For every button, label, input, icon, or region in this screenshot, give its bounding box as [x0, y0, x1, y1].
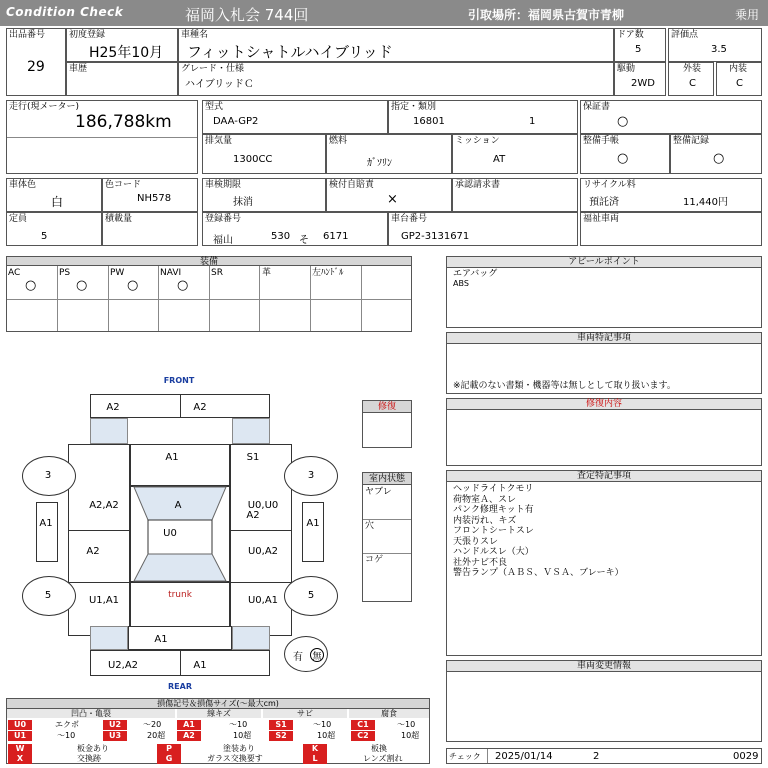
grade: ハイブリッドＣ: [185, 79, 254, 90]
equip-label-leather: 革: [262, 268, 272, 278]
first-registration-label: 初度登録: [69, 30, 106, 40]
inspection-note: フロントシートスレ: [453, 526, 534, 536]
legend-desc: エクボ: [55, 720, 79, 729]
registration-place: 福山: [213, 235, 233, 246]
mark-hood: A1: [165, 452, 179, 463]
left-headlight: [90, 418, 128, 444]
first-registration-cell: [66, 28, 178, 62]
drive: 2WD: [631, 78, 655, 89]
first-registration: H25年10月: [89, 45, 164, 61]
lot-number: 29: [27, 59, 45, 75]
mark-right-quarter: U0,A1: [247, 595, 279, 606]
inspection-note: ハンドルスレ（大）: [453, 547, 534, 557]
right-body-panels: [230, 444, 292, 636]
repair-details: [446, 398, 762, 466]
mileage-label: 走行(現メーター): [9, 102, 80, 112]
mark-right-front-wheel: 3: [307, 470, 315, 481]
right-sill: [302, 502, 324, 562]
appeal-points: [446, 256, 762, 328]
special-note: ※記載のない書類・機器等は無しとして取り扱います。: [453, 381, 676, 391]
legend-desc: 20超: [147, 731, 166, 740]
changes-title: 車両変更情報: [447, 661, 761, 672]
score-cell: [668, 28, 762, 62]
maintenance-book-cell: [580, 134, 670, 174]
legend-code: U0: [8, 720, 32, 730]
legend-desc: 〜10: [397, 720, 416, 729]
inspection-notes-list: [453, 484, 624, 579]
spare-tire-mark: 無: [312, 652, 322, 662]
interior-cell: [716, 62, 762, 96]
model-code-label: 型式: [205, 102, 224, 112]
check-date: 2025/01/14: [495, 751, 553, 762]
sheet-title: Condition Check: [6, 5, 124, 19]
mark-right-sill: A1: [306, 518, 320, 529]
classification-number: 1: [529, 116, 536, 127]
displacement-cell: [202, 134, 326, 174]
insurance: ×: [387, 192, 398, 207]
grade-label: グレード・仕様: [181, 64, 245, 74]
cabin-row-hole: 穴: [365, 521, 375, 531]
maintenance-book-label: 整備手帳: [583, 136, 620, 146]
registration-number-label: 登録番号: [205, 214, 242, 224]
legend-code: U1: [8, 731, 32, 741]
repair-title: 修復: [363, 401, 411, 413]
legend-desc: 塗装あり: [223, 744, 255, 753]
designation-label: 指定・類別: [391, 102, 437, 112]
repair-box: [362, 400, 412, 448]
vehicle-category: 乗用: [735, 8, 760, 22]
mark-roof-front: A: [174, 500, 182, 511]
body-color-label: 車体色: [9, 180, 37, 190]
designation-cell: [388, 100, 578, 134]
load-label: 積載量: [105, 214, 133, 224]
grade-cell: [178, 62, 614, 96]
displacement-label: 排気量: [205, 136, 233, 146]
cabin-row-burn: コゲ: [365, 555, 384, 565]
capacity-cell: [6, 212, 102, 246]
registration-class: 530: [271, 231, 291, 242]
mileage-cell: [6, 100, 198, 174]
model-code-cell: [202, 100, 388, 134]
legend-group-scratch: 線キズ: [177, 709, 261, 718]
legend-desc: 〜20: [143, 720, 162, 729]
legend-desc: 板換: [371, 744, 387, 753]
spare-tire-label: 有: [293, 652, 303, 663]
legend-desc: 10超: [233, 731, 252, 740]
car-diagram: [0, 370, 360, 700]
appeal-line-1: エアバッグ: [453, 269, 498, 279]
equipment-table: [6, 265, 412, 332]
inspection-note: ヘッドライトクモリ: [453, 484, 534, 494]
drive-cell: [614, 62, 666, 96]
legend-desc: 10超: [317, 731, 336, 740]
warranty-label: 保証書: [583, 102, 611, 112]
mark-right-front-door-extra: A2: [246, 510, 260, 521]
model-name-label: 車種名: [181, 30, 209, 40]
front-label: FRONT: [163, 376, 195, 385]
doors-cell: [614, 28, 666, 62]
maintenance-record-cell: [670, 134, 762, 174]
check-count: 2: [593, 751, 600, 762]
equip-value-pw: ○: [127, 278, 139, 293]
rear-label: REAR: [168, 682, 192, 691]
equip-label-navi: NAVI: [160, 268, 182, 278]
appeal-line-2: ABS: [453, 279, 469, 288]
legend-code: G: [157, 754, 181, 764]
inspection-notes: [446, 470, 762, 656]
mark-left-rear-door: A2: [86, 546, 100, 557]
inspection-note: 天張りスレ: [453, 536, 499, 547]
doors-label: ドア数: [617, 30, 644, 40]
equip-label-pw: PW: [110, 268, 125, 278]
registration-kana: そ: [299, 235, 309, 246]
interior-grade: C: [736, 78, 743, 89]
welfare-cell: [580, 212, 762, 246]
legend-code: W: [8, 744, 32, 754]
inspection-expiry: 抹消: [233, 197, 253, 208]
repair-detail-title: 修復内容: [447, 399, 761, 410]
hood-panel: [130, 444, 230, 486]
auction-name: 福岡入札会 744回: [185, 6, 309, 24]
legend-desc: ガラス交換要す: [207, 754, 263, 763]
mark-rear-bumper-left: U2,A2: [107, 660, 139, 671]
insurance-cell: [326, 178, 452, 212]
exterior-cell: [668, 62, 714, 96]
mark-left-rear-wheel: 5: [44, 590, 52, 601]
legend-title: 損傷記号＆損傷サイズ(〜最大cm): [7, 699, 429, 709]
inspection-note: 警告ランプ（ＡＢＳ、ＶＳＡ、ブレーキ）: [453, 568, 624, 578]
mileage: 186,788km: [75, 112, 172, 132]
legend-desc: 交換跡: [77, 754, 101, 763]
capacity: 5: [41, 231, 48, 242]
legend-code: X: [8, 754, 32, 764]
inspection-expiry-cell: [202, 178, 326, 212]
color-code-cell: [102, 178, 198, 212]
mission-label: ミッション: [455, 136, 500, 146]
inspection-expiry-label: 車検期限: [205, 180, 242, 190]
back-door: [128, 626, 232, 650]
mark-roof: U0: [163, 528, 177, 539]
maintenance-record-label: 整備記録: [673, 136, 710, 146]
vehicle-change-info: [446, 660, 762, 742]
legend-group-corrosion: 腐食: [349, 709, 429, 718]
header-bar: [0, 0, 768, 26]
recycle-fee: 11,440円: [683, 197, 728, 208]
trunk-label: trunk: [168, 590, 192, 600]
mission-cell: [452, 134, 578, 174]
recycle-cell: [580, 178, 762, 212]
legend-code: K: [303, 744, 327, 754]
recycle-status: 預託済: [589, 197, 619, 208]
legend-code: S2: [269, 731, 293, 741]
mark-front-bumper-left: A2: [106, 402, 120, 413]
interior-label: 内装: [729, 64, 748, 74]
designation-number: 16801: [413, 116, 445, 127]
mark-left-front-wheel: 3: [44, 470, 52, 481]
mark-right-front-door: U0,U0: [247, 500, 279, 511]
legend-desc: 〜10: [313, 720, 332, 729]
registration-number-cell: [202, 212, 388, 246]
exterior-grade: C: [689, 78, 696, 89]
inspection-note: パンク修理キット有: [453, 505, 534, 515]
legend-desc: 〜10: [57, 731, 76, 740]
chassis-number-cell: [388, 212, 578, 246]
pickup-location: 引取場所：福岡県古賀市青柳: [468, 8, 625, 22]
legend-code: C2: [351, 731, 375, 741]
left-taillight: [90, 626, 128, 650]
check-label: チェック: [449, 752, 481, 761]
left-body-panels: [68, 444, 130, 636]
load-cell: [102, 212, 198, 246]
fuel: ｶﾞｿﾘﾝ: [367, 158, 392, 169]
score: 3.5: [711, 44, 727, 55]
inspection-notes-title: 査定特記事項: [447, 471, 761, 482]
mark-right-rear-wheel: 5: [307, 590, 315, 601]
cabin-title: 室内状態: [363, 473, 411, 485]
inspection-note: 社外ナビ不良: [453, 557, 508, 568]
approval-cell: [452, 178, 578, 212]
equip-label-lhd: 左ﾊﾝﾄﾞﾙ: [312, 268, 344, 278]
mark-left-sill: A1: [39, 518, 53, 529]
chassis-number-label: 車台番号: [391, 214, 428, 224]
legend-code: L: [303, 754, 327, 764]
mark-left-quarter: U1,A1: [88, 595, 120, 606]
mark-rear-bumper-right: A1: [193, 660, 207, 671]
equip-label-sr: SR: [211, 268, 223, 278]
recycle-label: リサイクル料: [583, 180, 636, 190]
equipment-title: 装備: [199, 257, 218, 267]
approval-label: 承認請求書: [455, 180, 501, 190]
legend-code: A1: [177, 720, 201, 730]
right-headlight: [232, 418, 270, 444]
appeal-title: アピールポイント: [447, 257, 761, 268]
history-label: 車歴: [69, 64, 88, 74]
right-taillight: [232, 626, 270, 650]
fuel-cell: [326, 134, 452, 174]
displacement: 1300CC: [233, 154, 273, 165]
fuel-label: 燃料: [329, 136, 348, 146]
check-footer: [446, 748, 762, 764]
legend-group-dent: 凹凸・亀裂: [7, 709, 175, 718]
cabin-row-tear: ヤブレ: [365, 487, 392, 497]
left-sill: [36, 502, 58, 562]
model-code: DAA-GP2: [213, 116, 259, 127]
legend-code: U3: [103, 731, 127, 741]
equip-value-ac: ○: [25, 278, 37, 293]
mark-front-bumper-right: A2: [193, 402, 207, 413]
vehicle-special-notes: [446, 332, 762, 394]
legend-desc: 板金あり: [77, 744, 109, 753]
equip-label-ac: AC: [8, 268, 21, 278]
legend-code: C1: [351, 720, 375, 730]
mark-left-front-door: A2,A2: [89, 500, 119, 511]
lot-number-label: 出品番号: [9, 30, 46, 40]
mark-right-front-fender: S1: [246, 452, 260, 463]
special-title: 車両特記事項: [447, 333, 761, 344]
equip-value-ps: ○: [76, 278, 88, 293]
body-color: 白: [51, 195, 64, 209]
model-name: フィットシャトルハイブリッド: [187, 43, 393, 61]
legend-desc: 〜10: [229, 720, 248, 729]
color-code: NH578: [137, 193, 172, 204]
inspection-note: 内装汚れ、キズ: [453, 515, 517, 526]
lot-number-cell: [6, 28, 66, 96]
warranty: ○: [617, 114, 629, 129]
score-label: 評価点: [671, 30, 699, 40]
cabin-condition-box: [362, 472, 412, 602]
legend-desc: レンズ割れ: [363, 754, 403, 763]
legend-code: P: [157, 744, 181, 754]
legend-code: A2: [177, 731, 201, 741]
damage-legend: [6, 698, 430, 764]
check-code: 0029: [733, 751, 759, 762]
inspection-note: 荷物室Ａ、スレ: [453, 494, 517, 505]
model-name-cell: [178, 28, 614, 62]
legend-code: S1: [269, 720, 293, 730]
legend-group-rust: サビ: [263, 709, 347, 718]
insurance-label: 検付自賠責: [329, 180, 375, 190]
legend-desc: 10超: [401, 731, 420, 740]
mission: AT: [493, 154, 506, 165]
color-code-label: 色コード: [105, 180, 142, 190]
drive-label: 駆動: [617, 64, 636, 74]
equip-value-navi: ○: [177, 278, 189, 293]
body-color-cell: [6, 178, 102, 212]
mark-right-rear-door: U0,A2: [247, 546, 279, 557]
chassis-number: GP2-3131671: [401, 231, 470, 242]
exterior-label: 外装: [683, 64, 702, 74]
history-cell: [66, 62, 178, 96]
warranty-cell: [580, 100, 762, 134]
maintenance-record: ○: [713, 151, 725, 166]
legend-code: U2: [103, 720, 127, 730]
mark-back-door: A1: [154, 634, 168, 645]
welfare-label: 福祉車両: [583, 214, 620, 224]
registration-digits: 6171: [323, 231, 349, 242]
doors: 5: [635, 44, 642, 55]
maintenance-book: ○: [617, 151, 629, 166]
capacity-label: 定員: [9, 214, 28, 224]
equip-label-ps: PS: [59, 268, 71, 278]
